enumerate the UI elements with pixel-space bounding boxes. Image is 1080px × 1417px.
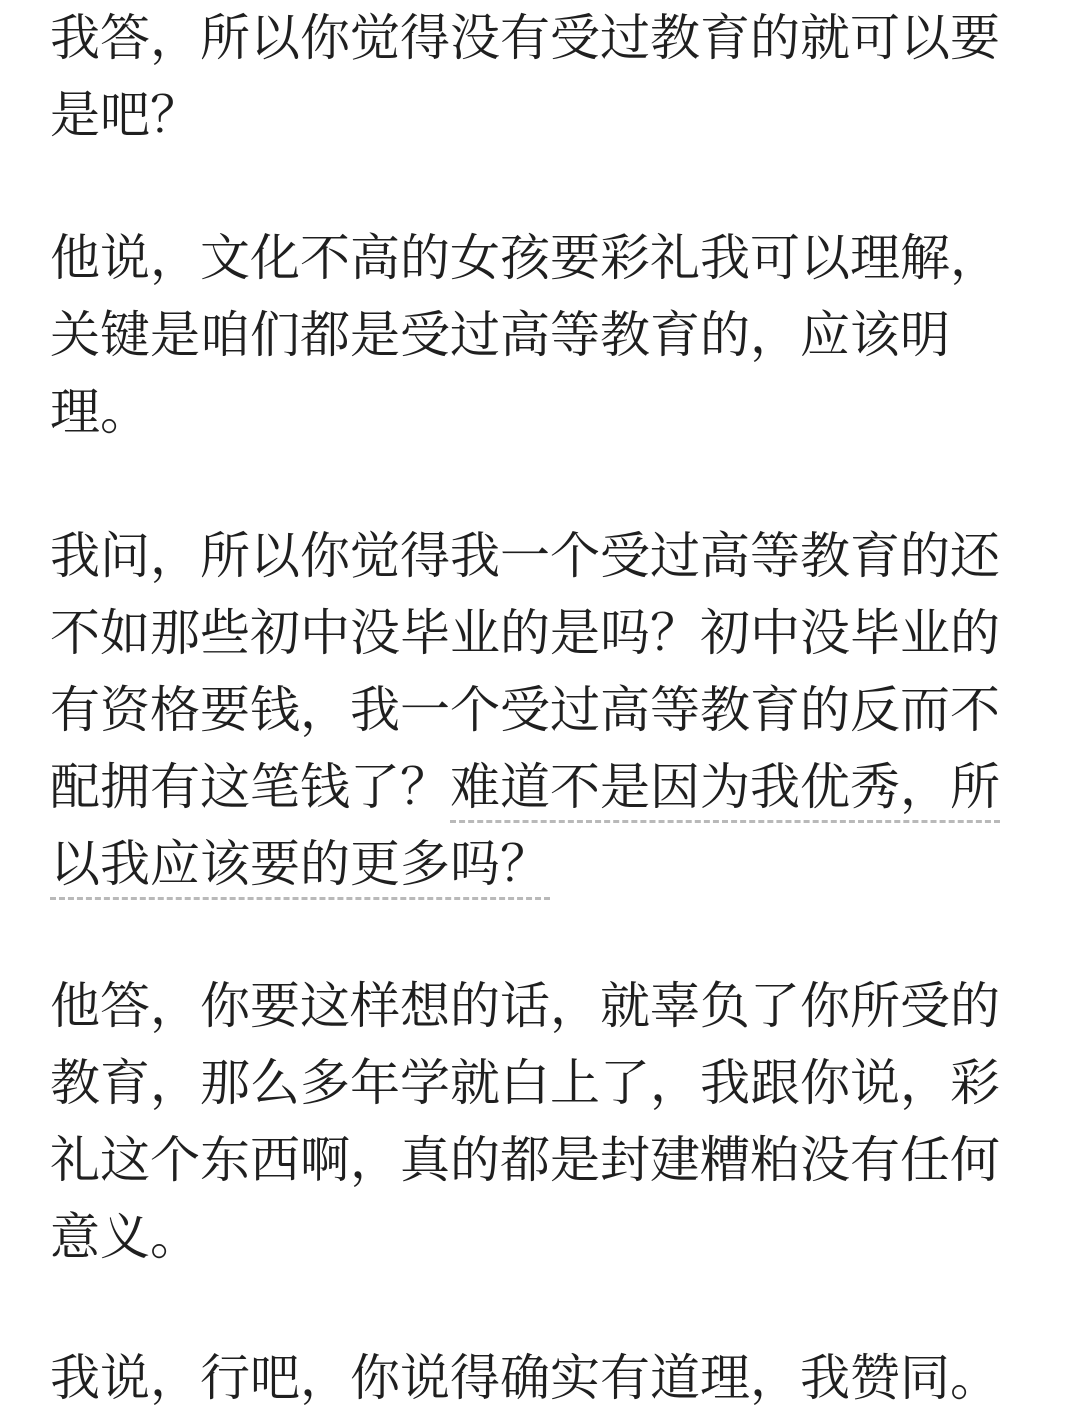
paragraph-1: 我答，所以你觉得没有受过教育的就可以要是吧？ <box>50 9 1000 144</box>
paragraph-2: 他说，文化不高的女孩要彩礼我可以理解，关键是咱们都是受过高等教育的，应该明理。 <box>50 229 1000 441</box>
paragraph-4: 他答，你要这样想的话，就辜负了你所受的教育，那么多年学就白上了，我跟你说，彩礼这个东西啊，真的都是封建糟粕没有任何意义。 <box>50 977 1000 1266</box>
paragraph-5: 我说，行吧，你说得确实有道理，我赞同。 <box>50 1349 1000 1407</box>
paragraph-3 <box>50 518 1035 903</box>
highlighted-sentence[interactable]: 难道不是因为我优秀，所以我应该要的更多吗？ <box>50 758 1000 900</box>
paragraph-3-text: 我问，所以你觉得我一个受过高等教育的还不如那些初中没毕业的是吗？初中没毕业的有资格要钱，我一个受过高等教育的反而不配拥有这笔钱了？ <box>50 527 1000 816</box>
